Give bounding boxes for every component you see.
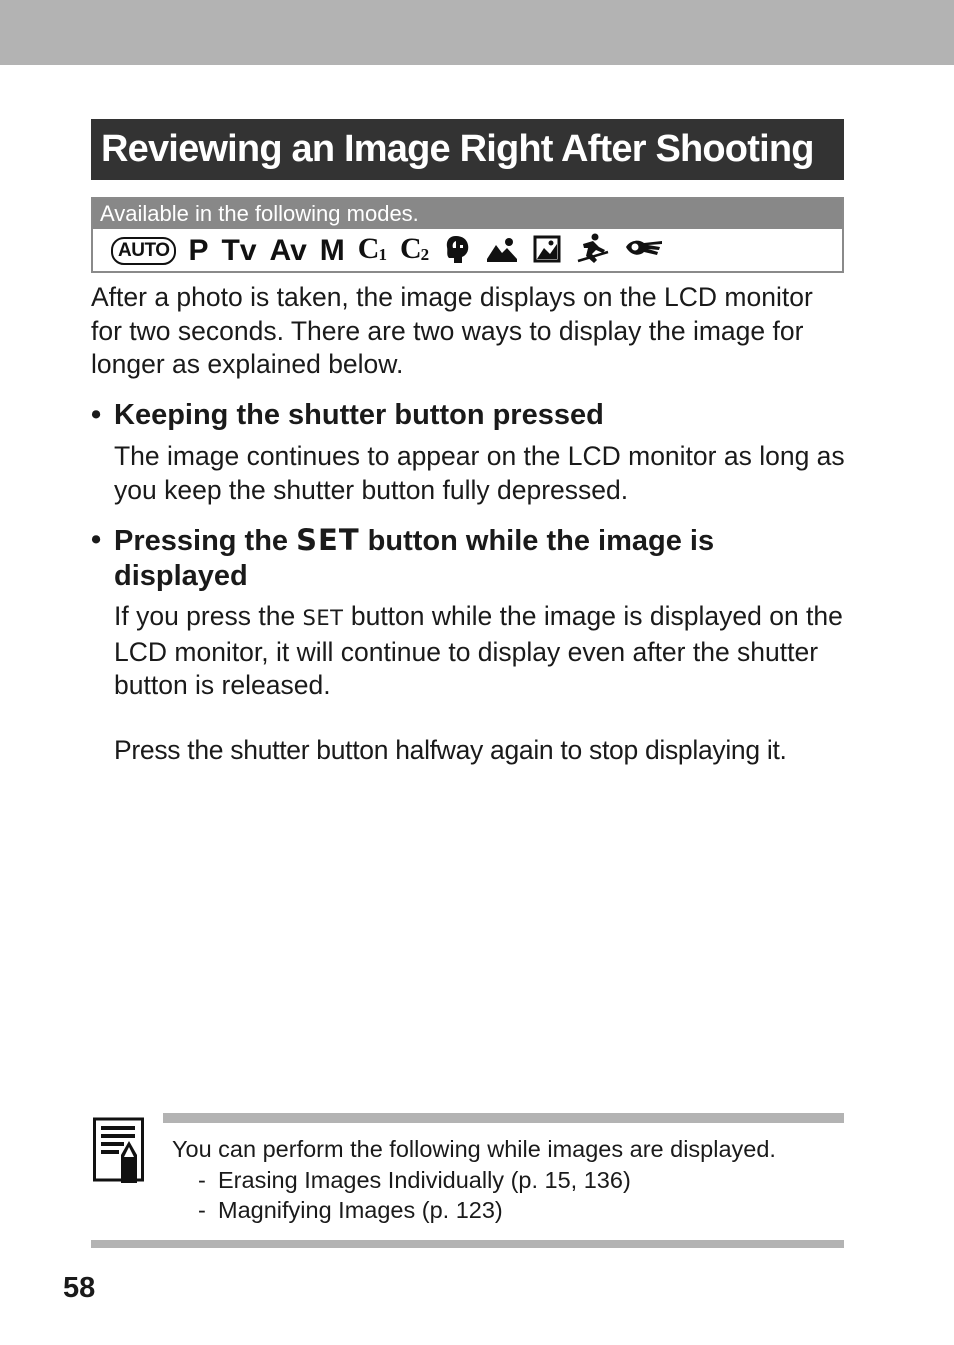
program-mode-icon: P [188, 234, 209, 267]
note-bottom-rule [91, 1240, 844, 1248]
bullet-dot: • [91, 524, 102, 556]
note-intro: You can perform the following while images are displayed. [172, 1136, 776, 1162]
modes-header: Available in the following modes. [93, 199, 842, 229]
list-bullet: - [198, 1166, 206, 1193]
aperture-priority-mode-icon: Av [269, 234, 307, 267]
night-scene-mode-icon [532, 234, 562, 269]
note-item-2: Magnifying Images (p. 123) [218, 1197, 503, 1223]
heading-2-after: button while the image is displayed [114, 525, 715, 592]
set-button-icon: SET [302, 606, 344, 630]
list-item [172, 1195, 776, 1226]
custom1-mode-icon: $C_1$ [357, 232, 387, 265]
top-header-band [0, 0, 954, 65]
shutter-priority-mode-icon: Tv [221, 234, 257, 267]
body-2-after: button while the image is displayed on the LCD monitor, it will continue to display even after the shutter button is released. [114, 601, 843, 700]
heading-2-before: Pressing the [114, 525, 297, 557]
sports-mode-icon [575, 232, 611, 271]
body-2-before: If you press the [114, 601, 303, 631]
bullet-dot: • [91, 399, 102, 431]
custom2-mode-icon: $C_2$ [399, 232, 430, 265]
mode-icons-row [111, 233, 677, 269]
section-body-2 [114, 600, 854, 703]
page-number: 58 [63, 1272, 96, 1304]
note-top-rule [163, 1113, 844, 1123]
set-button-icon: SET [296, 523, 360, 557]
section-heading-1-text: Keeping the shutter button pressed [114, 399, 604, 431]
portrait-mode-icon [442, 233, 472, 270]
section-heading-2-text [114, 523, 844, 594]
list-bullet: - [198, 1197, 206, 1223]
intro-paragraph: After a photo is taken, the image displays on the LCD monitor for two seconds. There are two ways to display the image for longer as explained below. [91, 282, 813, 379]
memo-note-icon [93, 1117, 145, 1185]
section-body-2-extra: Press the shutter button halfway again to stop displaying it. [114, 735, 787, 765]
manual-mode-icon: M [319, 234, 345, 267]
note-item-1: Erasing Images Individually (p. 15, 136) [218, 1166, 631, 1193]
auto-mode-icon: AUTO [111, 237, 176, 265]
list-item [172, 1165, 776, 1196]
stitch-assist-mode-icon [624, 235, 664, 268]
landscape-mode-icon [485, 235, 519, 268]
note-content [172, 1134, 776, 1226]
available-modes-box [91, 197, 844, 273]
section-body-1: The image continues to appear on the LCD monitor as long as you keep the shutter button fully depressed. [114, 441, 845, 505]
page-title: Reviewing an Image Right After Shooting [91, 119, 844, 180]
